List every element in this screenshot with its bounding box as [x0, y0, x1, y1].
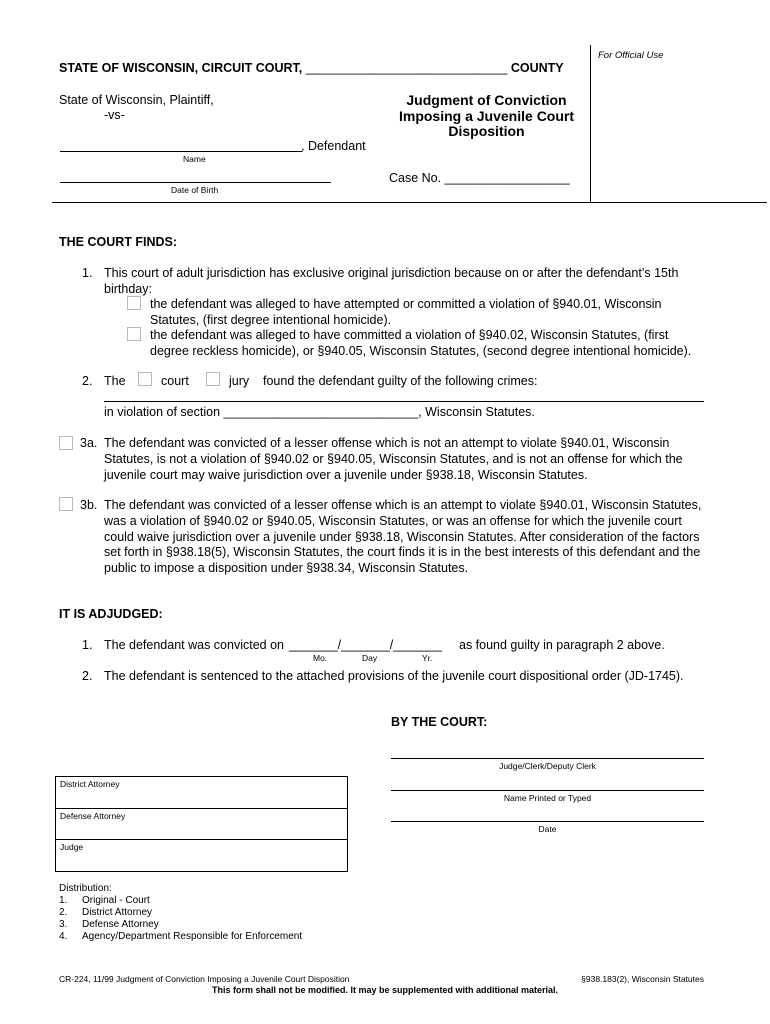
- violation-line: [104, 405, 535, 419]
- case-no-blank[interactable]: __________________: [444, 171, 570, 185]
- court-checkbox[interactable]: [138, 372, 152, 386]
- adjudged-1-suffix: as found guilty in paragraph 2 above.: [459, 638, 665, 652]
- distribution-item: 4. Agency/Department Responsible for Enforcement: [59, 931, 303, 942]
- title-line-2: Imposing a Juvenile Court: [398, 107, 575, 124]
- finding-2-text: found the defendant guilty of the following crimes:: [263, 374, 538, 388]
- distribution-item: 1. Original - Court: [59, 895, 150, 906]
- court-header: [59, 61, 564, 75]
- finding-1-line-2: birthday:: [104, 281, 152, 296]
- violation-section-blank[interactable]: ____________________________: [223, 405, 419, 419]
- finding-1-option-1-checkbox[interactable]: [127, 296, 141, 310]
- defense-attorney-box[interactable]: [55, 808, 348, 840]
- option-1-line-2: Statutes, (first degree intentional homicide).: [150, 312, 392, 327]
- finding-2-the: The: [104, 374, 126, 388]
- option-2-line-2: degree reckless homicide), or §940.05, Wisconsin Statutes, (second degree intentional homicide).: [150, 343, 692, 358]
- plaintiff-label: State of Wisconsin, Plaintiff,: [59, 93, 214, 107]
- option-2-line-1: the defendant was alleged to have committed a violation of §940.02, Wisconsin Statutes, (first: [150, 328, 669, 342]
- option-1-line-1: the defendant was alleged to have attempted or committed a violation of §940.01, Wisconsin: [150, 297, 662, 311]
- finding-3b-line-3: could waive jurisdiction over a juvenile under §938.18, Wisconsin Statutes. After consideration of the factors: [104, 529, 700, 544]
- finding-1-number: 1.: [82, 266, 93, 280]
- distribution-item: 3. Defense Attorney: [59, 919, 159, 930]
- finding-3b-text: [104, 498, 714, 577]
- finding-1-option-2-checkbox[interactable]: [127, 327, 141, 341]
- crimes-line[interactable]: [104, 401, 704, 402]
- court-option-label: court: [161, 374, 189, 388]
- finding-3b-number: 3b.: [80, 498, 98, 512]
- form-title: [385, 93, 588, 140]
- finding-3b-checkbox[interactable]: [59, 497, 73, 511]
- conviction-date-blanks[interactable]: _______/_______/_______: [289, 638, 442, 652]
- adjudged-1-number: 1.: [82, 638, 93, 652]
- district-attorney-label: District Attorney: [60, 779, 120, 789]
- distribution-item: 2. District Attorney: [59, 907, 153, 918]
- adjudged-2-number: 2.: [82, 669, 93, 683]
- finding-3a-number: 3a.: [80, 436, 98, 450]
- violation-suffix: , Wisconsin Statutes.: [418, 405, 535, 419]
- finding-3b-line-4: set forth in §938.18(5), Wisconsin Statutes, the court finds it is in the best interests of this defendant and the: [104, 545, 701, 560]
- official-use-divider: [590, 45, 591, 202]
- vs-label: -vs-: [104, 108, 125, 122]
- case-no-label: Case No.: [389, 171, 442, 185]
- violation-prefix: in violation of section: [104, 405, 224, 419]
- defendant-suffix: , Defendant: [301, 139, 366, 153]
- month-label: Mo.: [313, 653, 328, 663]
- finding-3b-line-2: was a violation of §940.02 or §940.05, Wisconsin Statutes, or was an offense for which the juvenile court: [104, 513, 682, 528]
- county-blank[interactable]: _____________________________: [305, 61, 508, 75]
- findings-heading: THE COURT FINDS:: [59, 235, 178, 249]
- distribution-heading: Distribution:: [59, 883, 112, 894]
- judge-signature-line[interactable]: [391, 758, 704, 759]
- finding-3b-line-5: public to impose a disposition under §938.34, Wisconsin Statutes.: [104, 561, 469, 576]
- dob-line[interactable]: [60, 182, 331, 183]
- adjudged-heading: IT IS ADJUDGED:: [59, 607, 163, 621]
- district-attorney-box[interactable]: [55, 776, 348, 809]
- county-label: COUNTY: [507, 61, 564, 75]
- finding-3a-line-3: juvenile court may waive jurisdiction over a juvenile under §938.18, Wisconsin Statutes.: [104, 467, 588, 482]
- finding-1-option-2-text: [150, 328, 710, 360]
- judge-box[interactable]: [55, 839, 348, 872]
- header-rule: [52, 202, 767, 203]
- footer-notice: This form shall not be modified. It may be supplemented with additional material.: [211, 985, 559, 995]
- distribution-list: [59, 895, 302, 943]
- by-the-court: BY THE COURT:: [391, 715, 488, 729]
- printed-name-line[interactable]: [391, 790, 704, 791]
- title-line-1: Judgment of Conviction: [406, 92, 567, 108]
- case-number: [389, 171, 570, 185]
- judge-label-box: Judge: [60, 842, 84, 852]
- date-label: Date: [538, 824, 557, 834]
- dob-label: Date of Birth: [171, 185, 219, 195]
- finding-3a-checkbox[interactable]: [59, 436, 73, 450]
- form-id: CR-224, 11/99 Judgment of Conviction Imposing a Juvenile Court Disposition: [59, 974, 350, 984]
- name-label: Name: [183, 154, 206, 164]
- official-use-label: For Official Use: [598, 50, 664, 61]
- jury-option-label: jury: [229, 374, 250, 388]
- finding-1-option-1-text: [150, 297, 710, 329]
- statute-reference: §938.183(2), Wisconsin Statutes: [581, 974, 704, 984]
- defendant-name-line[interactable]: [60, 151, 302, 152]
- finding-3b-line-1: The defendant was convicted of a lesser offense which is an attempt to violate §940.01, Wisconsin Statutes,: [104, 498, 702, 512]
- jury-checkbox[interactable]: [206, 372, 220, 386]
- judge-label: Judge/Clerk/Deputy Clerk: [499, 761, 596, 771]
- court-prefix: STATE OF WISCONSIN, CIRCUIT COURT,: [59, 61, 306, 75]
- finding-2-number: 2.: [82, 374, 93, 388]
- finding-3a-line-2: Statutes, is not a violation of §940.02 or §940.05, Wisconsin Statutes, and is not an offense for which the: [104, 451, 683, 466]
- finding-1-line-1: This court of adult jurisdiction has exclusive original jurisdiction because on or after the defendant’s 15th: [104, 266, 679, 280]
- year-label: Yr.: [422, 653, 433, 663]
- finding-3a-text: [104, 436, 714, 483]
- adjudged-2-text: The defendant is sentenced to the attached provisions of the juvenile court dispositional order (JD-1745).: [104, 669, 684, 683]
- finding-3a-line-1: The defendant was convicted of a lesser offense which is not an attempt to violate §940.01, Wisconsin: [104, 436, 670, 450]
- defense-attorney-label: Defense Attorney: [60, 811, 126, 821]
- date-line[interactable]: [391, 821, 704, 822]
- day-label: Day: [362, 653, 378, 663]
- printed-name-label: Name Printed or Typed: [503, 793, 592, 803]
- title-line-3: Disposition: [448, 123, 525, 140]
- adjudged-1-prefix: The defendant was convicted on: [104, 638, 284, 652]
- finding-1-text: [104, 266, 704, 298]
